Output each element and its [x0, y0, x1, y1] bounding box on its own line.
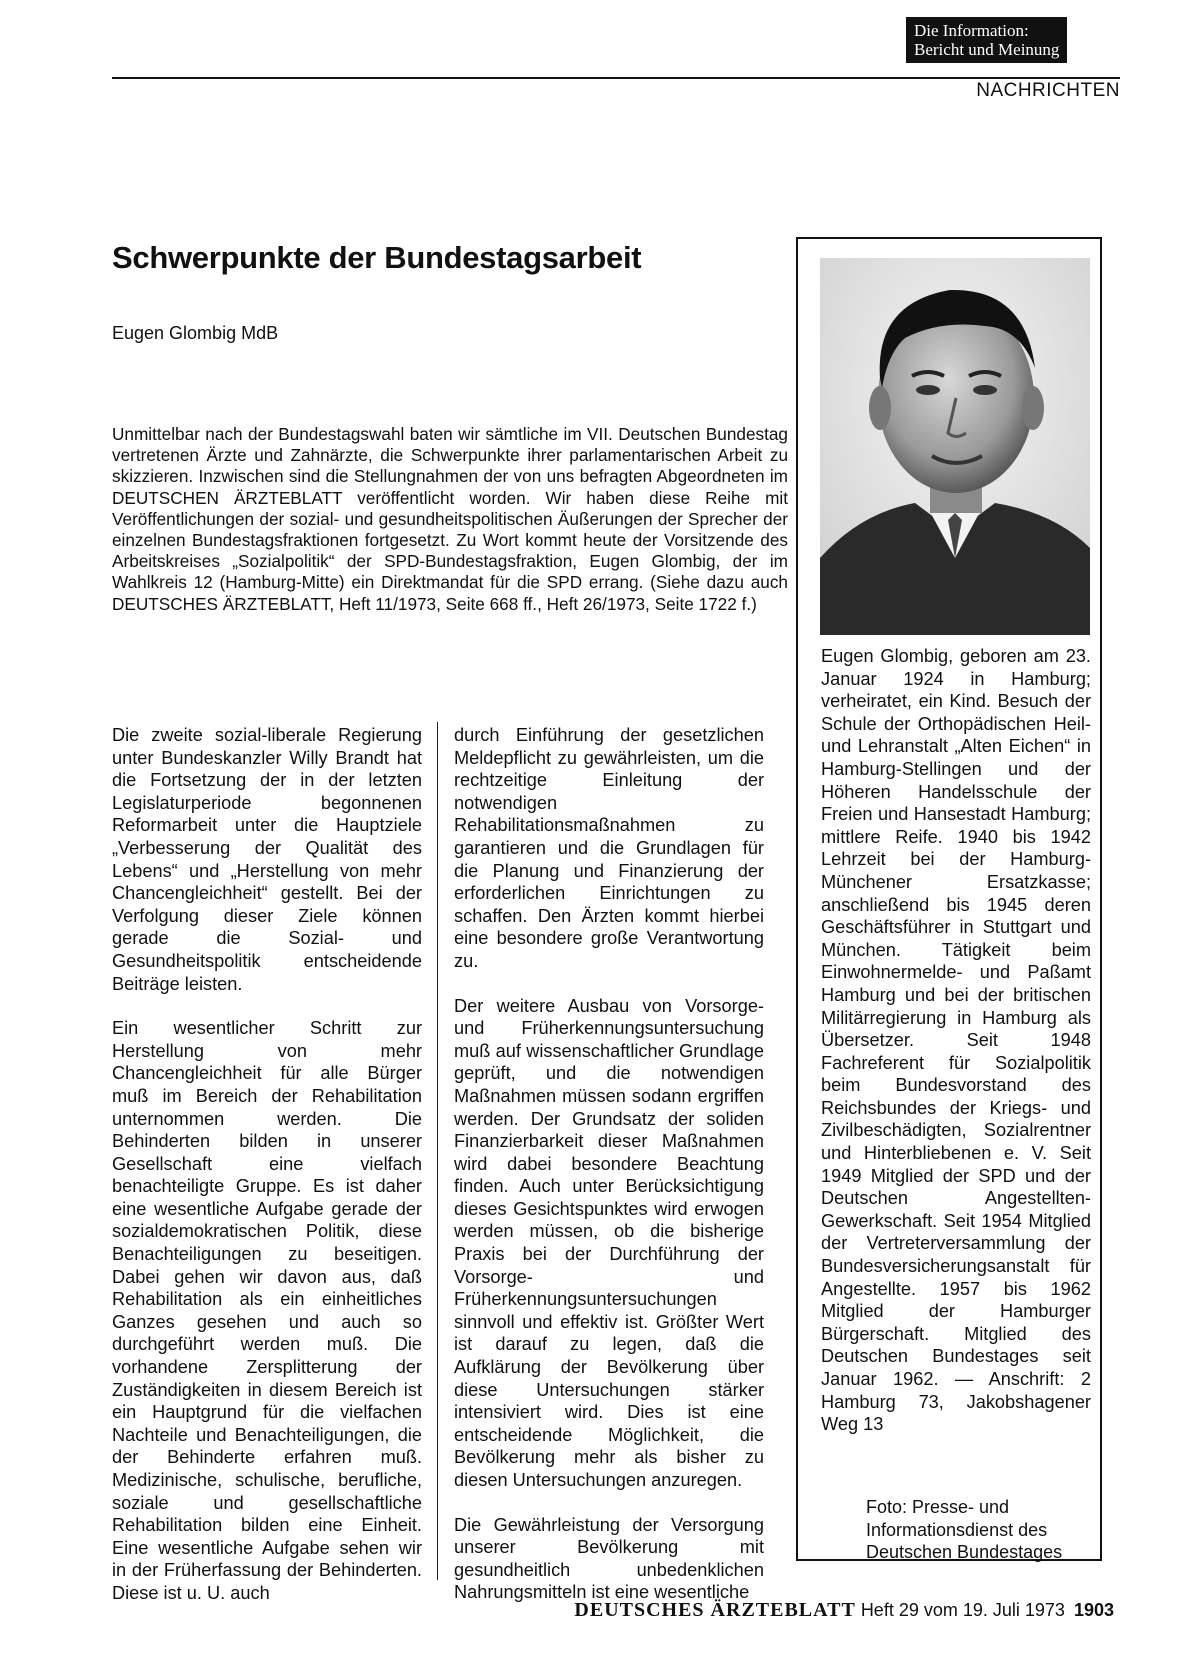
header-rule	[112, 77, 1120, 79]
rubric: NACHRICHTEN	[976, 80, 1120, 101]
text-column-1	[112, 724, 422, 1627]
paragraph: Die Gewährleistung der Versorgung unserer Bevölkerung mit gesundheitlich unbedenklichen Nahrungsmitteln ist eine wesentliche	[454, 1514, 764, 1603]
journal-name: DEUTSCHES ÄRZTEBLATT	[574, 1599, 856, 1621]
page-footer	[574, 1599, 1114, 1622]
photo-credit: Foto: Presse- und Informationsdienst des Deutschen Bundestages	[866, 1497, 1063, 1562]
portrait-photo	[820, 258, 1090, 635]
paragraph: Die zweite sozial-liberale Regierung unter Bundeskanzler Willy Brandt hat die Fortsetzung der in der letzten Legislaturperiode begonnenen Reformarbeit unter die Hauptziele „Verbesserung der Qualität des Lebens“ und „Herstellung von mehr Chancengleichheit“ gestellt. Bei der Verfolgung dieser Ziele können gerade die Sozial- und Gesundheitspolitik entscheidende Beiträge leisten.	[112, 725, 422, 994]
article-lead: Unmittelbar nach der Bundestagswahl baten wir sämtliche im VII. Deutschen Bundestag vertretenen Ärzte und Zahnärzte, die Schwerpunkte ihrer parlamentarischen Arbeit zu skizzieren. Inzwischen sind die Stellungnahmen der von uns befragten Abgeordneten im DEUTSCHEN ÄRZTEBLATT veröffentlicht worden. Wir haben diese Reihe mit Veröffentlichungen der sozial- und gesundheitspolitischen Äußerungen der Sprecher der einzelnen Bundestagsfraktionen fortgesetzt. Zu Wort kommt heute der Vorsitzende des Arbeitskreises „Sozialpolitik“ der SPD-Bundestagsfraktion, Eugen Glombig, der im Wahlkreis 12 (Hamburg-Mitte) ein Direktmandat für die SPD errang. (Siehe dazu auch DEUTSCHES ÄRZTEBLATT, Heft 11/1973, Seite 668 ff., Heft 26/1973, Seite 1722 f.)	[112, 424, 788, 614]
section-label-line1: Die Information:	[914, 21, 1029, 40]
text-column-2	[454, 724, 764, 1626]
section-label	[906, 17, 1067, 63]
paragraph: Ein wesentlicher Schritt zur Herstellung von mehr Chancengleichheit für alle Bürger muß im Bereich der Rehabilitation unternommen werden. Die Behinderten bilden in unserer Gesellschaft eine vielfach benachteiligte Gruppe. Es ist daher eine wesentliche Aufgabe gerade der sozialdemokratischen Politik, diese Benachteiligungen zu beseitigen. Dabei gehen wir davon aus, daß Rehabilitation als ein einheitliches Ganzes gesehen und auch so durchgeführt werden muß. Die vorhandene Zersplitterung der Zuständigkeiten in diesem Bereich ist ein Hauptgrund für die vielfachen Nachteile und Benachteiligungen, die der Behinderte erfahren muß. Medizinische, schulische, berufliche, soziale und gesellschaftliche Rehabilitation bilden eine Einheit. Eine wesentliche Aufgabe sehen wir in der Früherfassung der Behinderten. Diese ist u. U. auch	[112, 1018, 422, 1603]
paragraph: durch Einführung der gesetzlichen Meldepflicht zu gewährleisten, um die rechtzeitige Einleitung der notwendigen Rehabilitationsmaßnahmen zu garantieren und die Grundlagen für die Planung und Finanzierung der erforderlichen Einrichtungen zu schaffen. Den Ärzten kommt hierbei eine besondere große Verantwortung zu.	[454, 725, 764, 971]
paragraph: Der weitere Ausbau von Vorsorge- und Früherkennungsuntersuchung muß auf wissenschaftlicher Grundlage geprüft, und die notwendigen Maßnahmen müssen sodann ergriffen werden. Der Grundsatz der soliden Finanzierbarkeit dieser Maßnahmen wird dabei besondere Beachtung finden. Auch unter Berücksichtigung dieses Gesichtspunktes wird erwogen werden müssen, ob die bisherige Praxis bei der Durchführung der Vorsorge- und Früherkennungsuntersuchungen sinnvoll und effektiv ist. Größter Wert ist darauf zu legen, daß die Aufklärung der Bevölkerung über diese Untersuchungen stärker intensiviert wird. Dies ist eine entscheidende Möglichkeit, die Bevölkerung mehr als bisher zu diesen Untersuchungen anzuregen.	[454, 995, 764, 1490]
author-bio: Eugen Glombig, geboren am 23. Januar 1924 in Hamburg; verheiratet, ein Kind. Besuch der Schule der Orthopädischen Heil- und Lehranstalt „Alten Eichen“ in Hamburg-Stellingen und der Höheren Handelsschule der Freien und Hansestadt Hamburg; mittlere Reife. 1940 bis 1942 Lehrzeit bei der Hamburg-Münchener Ersatzkasse; anschließend bis 1945 deren Geschäftsführer in Stuttgart und München. Tätigkeit beim Einwohnermelde- und Paßamt Hamburg und bei der britischen Militärregierung in Hamburg als Übersetzer. Seit 1948 Fachreferent für Sozialpolitik beim Bundesvorstand des Reichsbundes der Kriegs- und Zivilbeschädigten, Sozialrentner und Hinterbliebenen e. V. Seit 1949 Mitglied der SPD und der Deutschen Angestellten-Gewerkschaft. Seit 1954 Mitglied der Vertreterversammlung der Bundesversicherungsanstalt für Angestellte. 1957 bis 1962 Mitglied der Hamburger Bürgerschaft. Mitglied des Deutschen Bundestages seit Januar 1962. — Anschrift: 2 Hamburg 73, Jakobshagener Weg 13	[821, 646, 1091, 1435]
column-divider	[437, 722, 438, 1580]
section-label-line2: Bericht und Meinung	[914, 40, 1060, 59]
issue-info: Heft 29 vom 19. Juli 1973	[860, 1600, 1065, 1620]
page-number: 1903	[1073, 1600, 1114, 1620]
article-title: Schwerpunkte der Bundestagsarbeit	[112, 240, 642, 275]
article-author: Eugen Glombig MdB	[112, 323, 279, 343]
